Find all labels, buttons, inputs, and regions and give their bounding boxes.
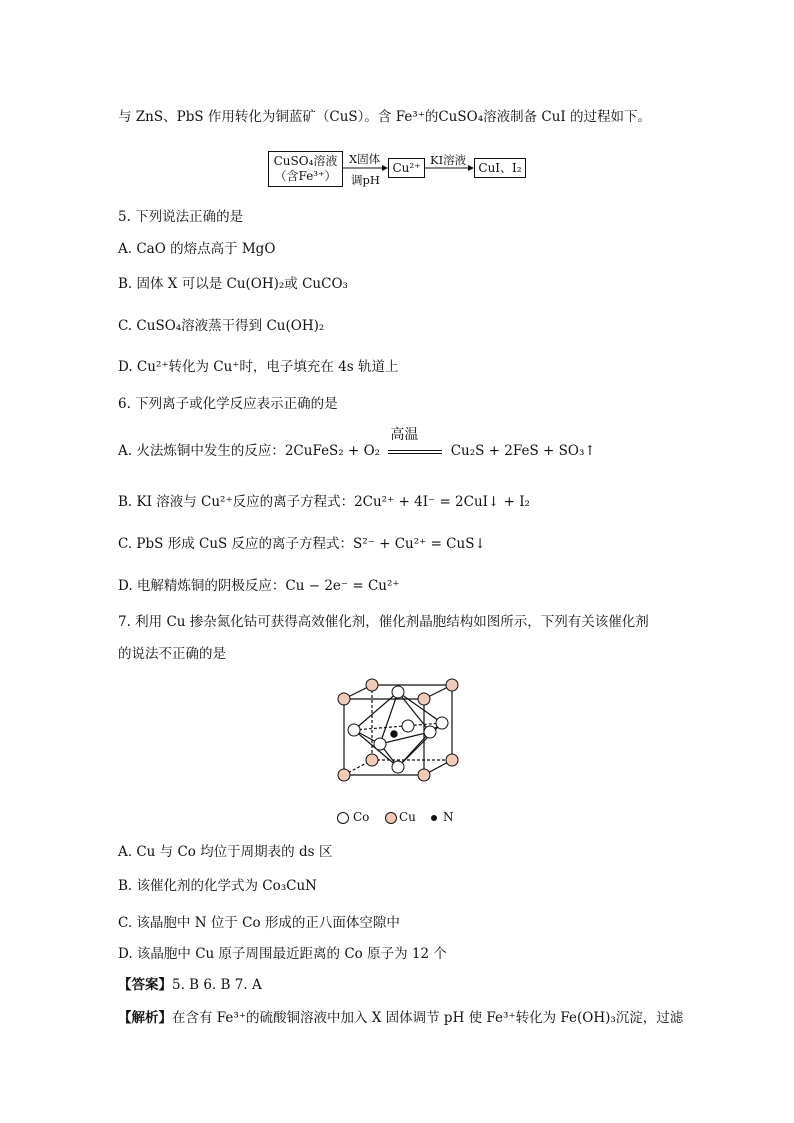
cu-atom [366, 679, 378, 691]
q6-option-b: B. KI 溶液与 Cu²⁺反应的离子方程式：2Cu²⁺ + 4I⁻ = 2CuI↓ + I₂ [118, 494, 530, 510]
legend-cu-label: Cu [399, 810, 416, 824]
q7-option-a: A. Cu 与 Co 均位于周期表的 ds 区 [118, 844, 333, 860]
flow-box-cuso4-line1: CuSO₄溶液 [273, 154, 338, 168]
q6-reaction-arrow [384, 426, 446, 462]
q5-stem: 5. 下列说法正确的是 [118, 209, 244, 225]
answer-text: 5. B 6. B 7. A [172, 977, 262, 993]
flow-arrow2-top-label: KI溶液 [430, 153, 467, 167]
co-atom [374, 738, 386, 750]
flow-box-cuso4 [268, 151, 343, 187]
flow-box-cui-label: CuI、I₂ [478, 161, 522, 175]
legend-n-label: N [443, 810, 454, 824]
q6-option-a-condition: 高温 [390, 426, 419, 443]
q6-option-c: C. PbS 形成 CuS 反应的离子方程式：S²⁻ + Cu²⁺ = CuS↓ [118, 536, 486, 552]
analysis-label: 【解析】 [118, 1010, 172, 1026]
q6-option-a-prefix: A. 火法炼铜中发生的反应：2CuFeS₂ + O₂ [118, 443, 381, 459]
cu-atom [418, 693, 430, 705]
flow-arrow1-top-label: X固体 [349, 152, 381, 166]
q7-option-c: C. 该晶胞中 N 位于 Co 形成的正八面体空隙中 [118, 915, 400, 931]
co-atom [392, 761, 404, 773]
legend-cu-marker [384, 811, 398, 825]
cu-atom [418, 769, 430, 781]
analysis-line [118, 1008, 683, 1028]
legend-co-label: Co [353, 810, 370, 824]
analysis-text: 在含有 Fe³⁺的硫酸铜溶液中加入 X 固体调节 pH 使 Fe³⁺转化为 Fe(OH)₃沉淀，过滤 [172, 1010, 684, 1026]
co-atom [392, 686, 404, 698]
co-atom [424, 726, 436, 738]
flow-box-cu2-label: Cu²⁺ [392, 161, 421, 175]
flow-arrow1-bottom-label: 调pH [351, 173, 380, 187]
cu-atom [446, 754, 458, 766]
q6-option-d: D. 电解精炼铜的阴极反应：Cu − 2e⁻ = Cu²⁺ [118, 578, 400, 594]
n-atom [391, 731, 397, 737]
legend-n-marker [429, 813, 439, 823]
intro-text: 与 ZnS、PbS 作用转化为铜蓝矿（CuS）。含 Fe³⁺的CuSO₄溶液制备 CuI 的过程如下。 [118, 109, 652, 125]
q7-option-d: D. 该晶胞中 Cu 原子周围最近距离的 Co 原子为 12 个 [118, 946, 447, 962]
flow-box-cuso4-line2: （含Fe³⁺） [274, 169, 337, 183]
answer-line [118, 975, 262, 995]
flow-box-cui [474, 158, 526, 178]
q7-option-b: B. 该催化剂的化学式为 Co₃CuN [118, 878, 317, 894]
co-atom [348, 724, 360, 736]
q7-stem-line1: 7. 利用 Cu 掺杂氮化钴可获得高效催化剂，催化剂晶胞结构如图所示，下列有关该催化剂 [118, 614, 649, 630]
q5-option-c: C. CuSO₄溶液蒸干得到 Cu(OH)₂ [118, 318, 325, 334]
q5-option-a: A. CaO 的熔点高于 MgO [118, 241, 276, 257]
q6-option-a-suffix: Cu₂S + 2FeS + SO₃↑ [450, 443, 596, 459]
cu-atom [446, 679, 458, 691]
crystal-cell-figure [334, 678, 474, 796]
q7-stem-line2: 的说法不正确的是 [118, 646, 226, 662]
answer-label: 【答案】 [118, 977, 172, 993]
q5-option-d: D. Cu²⁺转化为 Cu⁺时，电子填充在 4s 轨道上 [118, 359, 399, 375]
q5-option-b: B. 固体 X 可以是 Cu(OH)₂或 CuCO₃ [118, 276, 348, 292]
q6-stem: 6. 下列离子或化学反应表示正确的是 [118, 396, 338, 412]
q6-option-a [118, 426, 596, 462]
cu-atom [338, 693, 350, 705]
co-atom [402, 720, 414, 732]
cu-atom [366, 754, 378, 766]
cu-atom [338, 769, 350, 781]
legend-co-marker [336, 811, 350, 825]
co-atom [436, 717, 448, 729]
flow-box-cu2 [388, 158, 425, 178]
